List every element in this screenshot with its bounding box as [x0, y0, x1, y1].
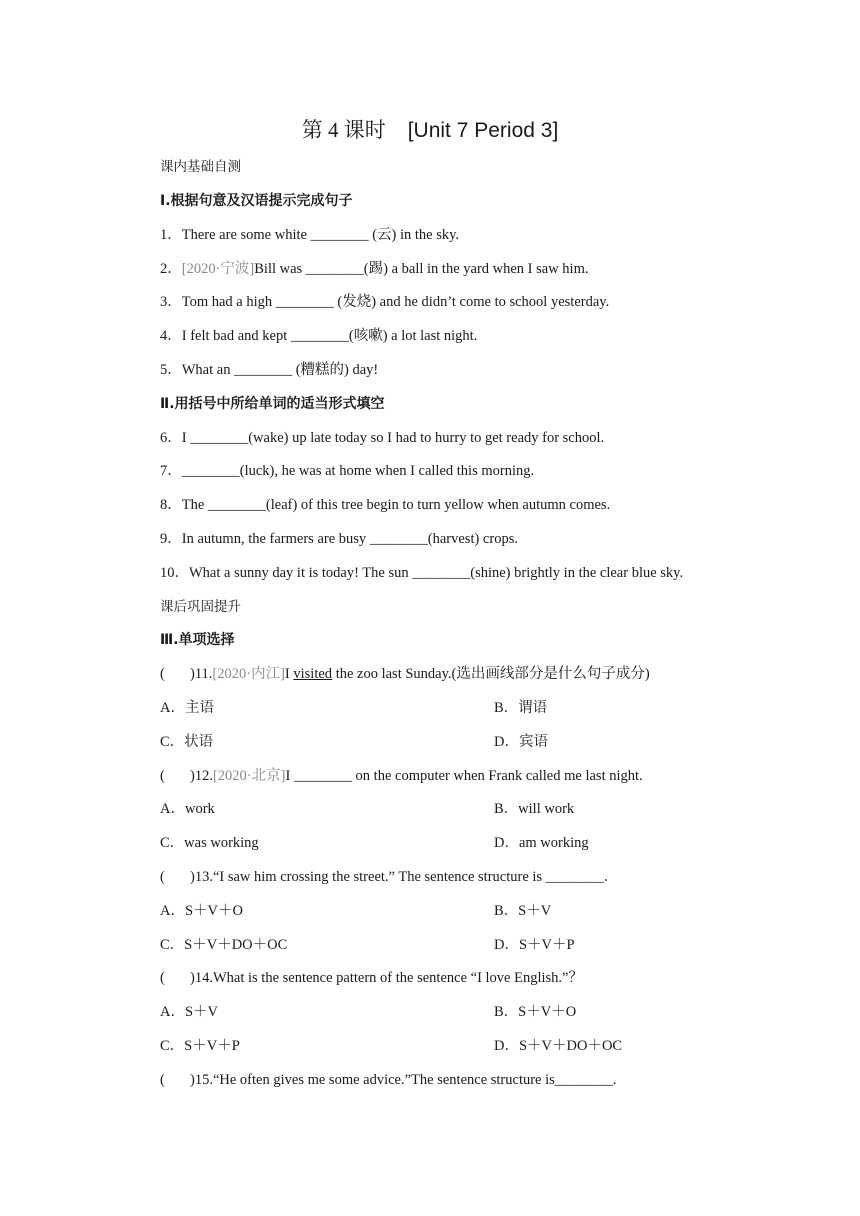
question-7: 7．________(luck), he was at home when I called this morning.	[160, 463, 535, 479]
section3-heading: Ⅲ.单项选择	[160, 632, 235, 648]
page-title	[0, 114, 860, 144]
underlined-word: visited	[293, 666, 333, 682]
question-10: 10．What a sunny day it is today! The sun ________(shine) brightly in the clear blue sky.	[160, 565, 684, 581]
option-d: D．am working	[494, 835, 589, 851]
option-d: D．S＋V＋P	[494, 937, 575, 953]
question-5: 5．What an ________ (糟糕的) day!	[160, 362, 379, 378]
option-a: A．S＋V＋O	[160, 903, 243, 919]
question-14: ( )14.What is the sentence pattern of the sentence “I love English.”？	[160, 970, 583, 986]
question-15: ( )15.“He often gives me some advice.”The sentence structure is________.	[160, 1072, 617, 1088]
question-source: [2020·内江]	[212, 666, 285, 682]
option-c: C．S＋V＋P	[160, 1038, 240, 1054]
question-9: 9．In autumn, the farmers are busy ________(harvest) crops.	[160, 531, 518, 547]
option-c: C．was working	[160, 835, 259, 851]
option-d: D．宾语	[494, 734, 548, 750]
question-12: ( )12.[2020·北京]I ________ on the computer when Frank called me last night.	[160, 768, 643, 784]
option-a: A．主语	[160, 700, 214, 716]
question-1: 1．There are some white ________ (云) in the sky.	[160, 227, 460, 243]
question-11: ( )11.[2020·内江]I visited the zoo last Sunday.(选出画线部分是什么句子成分)	[160, 666, 650, 682]
answer-paren: (	[160, 970, 165, 986]
option-d: D．S＋V＋DO＋OC	[494, 1038, 623, 1054]
option-a: A．S＋V	[160, 1004, 219, 1020]
option-b: B．S＋V＋O	[494, 1004, 577, 1020]
title-unit: [Unit 7 Period 3]	[407, 119, 559, 142]
title-chinese: 第 4 课时	[301, 118, 386, 142]
question-13: ( )13.“I saw him crossing the street.” The sentence structure is ________．	[160, 869, 619, 885]
option-b: B．S＋V	[494, 903, 552, 919]
option-a: A．work	[160, 801, 215, 817]
question-3: 3．Tom had a high ________ (发烧) and he didn’t come to school yesterday.	[160, 294, 610, 310]
answer-paren: (	[160, 768, 165, 784]
question-4: 4．I felt bad and kept ________(咳嗽) a lot last night.	[160, 328, 478, 344]
option-c: C．状语	[160, 734, 214, 750]
question-8: 8．The ________(leaf) of this tree begin to turn yellow when autumn comes.	[160, 497, 611, 513]
option-b: B．will work	[494, 801, 575, 817]
answer-paren: (	[160, 869, 165, 885]
question-2: 2．[2020·宁波]Bill was ________(踢) a ball in the yard when I saw him.	[160, 261, 589, 277]
answer-paren: (	[160, 666, 165, 682]
answer-paren: (	[160, 1072, 165, 1088]
section1-heading: Ⅰ.根据句意及汉语提示完成句子	[160, 193, 353, 209]
section2-heading: Ⅱ.用括号中所给单词的适当形式填空	[160, 396, 385, 412]
question-source: [2020·北京]	[212, 768, 286, 784]
part2-header: 课后巩固提升	[160, 599, 241, 615]
question-source: [2020·宁波]	[181, 261, 255, 277]
option-b: B．谓语	[494, 700, 548, 716]
question-6: 6．I ________(wake) up late today so I had to hurry to get ready for school.	[160, 430, 605, 446]
option-c: C．S＋V＋DO＋OC	[160, 937, 288, 953]
part1-header: 课内基础自测	[160, 159, 241, 175]
